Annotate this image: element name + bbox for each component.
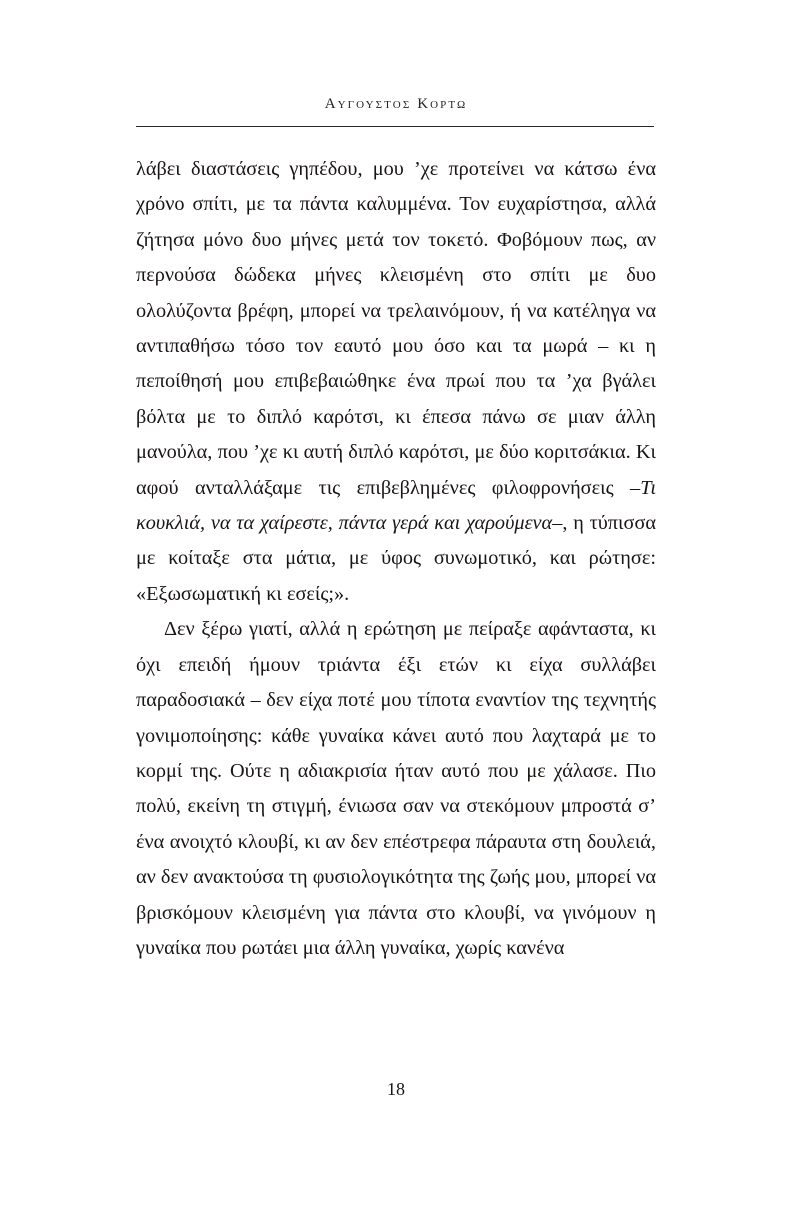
text-run: λάβει διαστάσεις γηπέδου, μου ’χε προτείνει να κάτσω ένα χρόνο σπίτι, με τα πάντα καλυμμένα. Τον ευχαρίστησα, αλλά ζήτησα μόνο δυο μήνες μετά τον τοκετό. Φοβόμουν πως, αν περνούσα δώδεκα μήνες κλεισμένη στο σπίτι με δυο ολολύζοντα βρέφη, μπορεί να τρελαινόμουν, ή να κατέληγα να αντιπαθήσω τόσο τον εαυτό μου όσο και τα μωρά – κι η πεποίθησή μου επιβεβαιώθηκε ένα πρωί που τα ’χα βγάλει βόλτα με το διπλό καρότσι, κι έπεσα πάνω σε μιαν άλλη μανούλα, που ’χε κι αυτή διπλό καρότσι, με δύο κοριτσάκια. Κι αφού ανταλλάξαμε τις επιβεβλημένες φιλοφρονήσεις –: [136, 158, 656, 499]
text-run: –, η τύπισσα με κοίταξε στα μάτια, με ύφος συνωμοτικό, και ρώτησε: «Εξωσωματική κι εσείς;».: [136, 512, 656, 605]
running-head: Αυγουστος Κορτω: [324, 96, 468, 112]
body-text: [136, 152, 656, 966]
paragraph: [136, 152, 656, 612]
text-run: Δεν ξέρω γιατί, αλλά η ερώτηση με πείραξε αφάνταστα, κι όχι επειδή ήμουν τριάντα έξι ετών κι είχα συλλάβει παραδοσιακά – δεν είχα ποτέ μου τίποτα εναντίον της τεχνητής γονιμοποίησης: κάθε γυναίκα κάνει αυτό που λαχταρά με το κορμί της. Ούτε η αδιακρισία ήταν αυτό που με χάλασε. Πιο πολύ, εκείνη τη στιγμή, ένιωσα σαν να στεκόμουν μπροστά σ’ ένα ανοιχτό κλουβί, κι αν δεν επέστρεφα πάραυτα στη δουλειά, αν δεν ανακτούσα τη φυσιολογικότητα της ζωής μου, μπορεί να βρισκόμουν κλεισμένη για πάντα στο κλουβί, να γινόμουν η γυναίκα που ρωτάει μια άλλη γυναίκα, χωρίς κανένα: [136, 618, 656, 959]
page-number: 18: [387, 1079, 405, 1099]
header-rule: [136, 126, 654, 127]
italic-run: Τι κουκλιά, να τα χαίρεστε, πάντα γερά και χαρούμενα: [136, 476, 656, 535]
paragraph: [136, 612, 656, 966]
